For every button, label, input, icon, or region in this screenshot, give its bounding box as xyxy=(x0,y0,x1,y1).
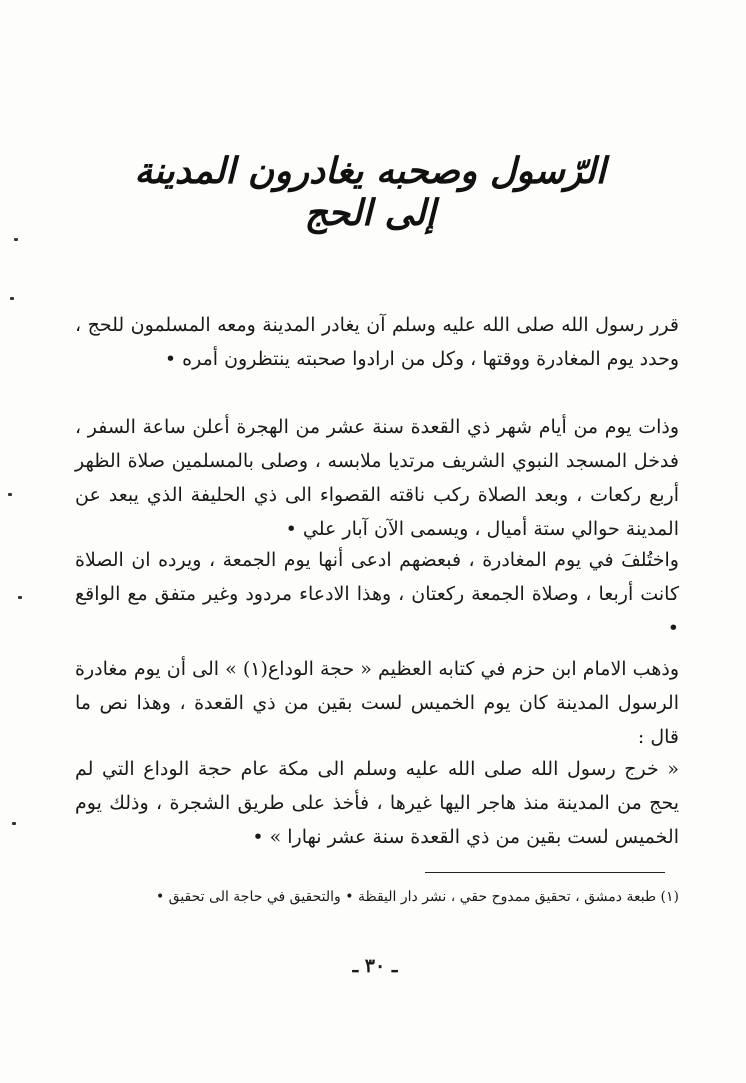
footnote-divider xyxy=(425,872,665,873)
margin-speck xyxy=(14,238,18,241)
margin-speck xyxy=(10,297,14,300)
page-number: ـ ٣٠ ـ xyxy=(352,955,398,977)
paragraph-2: وذات يوم من أيام شهر ذي القعدة سنة عشر من الهجرة أعلن ساعة السفر ، فدخل المسجد النبوي الشريف مرتديا ملابسه ، وصلى بالمسلمين صلاة الظهر أربع ركعات ، وبعد الصلاة ركب ناقته القصواء الى ذي الحليفة الذي يبعد عن المدينة حوالي ستة أميال ، ويسمى الآن آبار علي • xyxy=(75,416,679,540)
footnote: (١) طبعة دمشق ، تحقيق ممدوح حقي ، نشر دار اليقظة • والتحقيق في حاجة الى تحقيق • xyxy=(155,889,679,905)
margin-speck xyxy=(18,596,22,599)
paragraph-5: « خرج رسول الله صلى الله عليه وسلم الى مكة عام حجة الوداع التي لم يحج من المدينة منذ هاجر اليها غيرها ، فأخذ على طريق الشجرة ، وذلك يوم الخميس لست بقين من ذي القعدة سنة عشر نهارا » • xyxy=(75,758,679,848)
paragraph-1: قرر رسول الله صلى الله عليه وسلم آن يغادر المدينة ومعه المسلمون للحج ، وحدد يوم المغادرة ووقتها ، وكل من ارادوا صحبته ينتظرون أمره • xyxy=(75,314,679,370)
margin-speck xyxy=(12,822,16,825)
chapter-title: الرّسول وصحبه يغادرون المدينة إلى الحج xyxy=(134,150,606,234)
paragraph-4: وذهب الامام ابن حزم في كتابه العظيم « حجة الوداع(١) » الى أن يوم مغادرة الرسول المدينة كان يوم الخميس لست بقين من ذي القعدة ، وهذا نص ما قال : xyxy=(75,658,679,748)
paragraph-3: واختُلفَ في يوم المغادرة ، فبعضهم ادعى أنها يوم الجمعة ، ويرده ان الصلاة كانت أربعا ، وصلاة الجمعة ركعتان ، وهذا الادعاء مردود وغير متفق مع الواقع • xyxy=(75,549,679,639)
margin-speck xyxy=(8,493,12,496)
